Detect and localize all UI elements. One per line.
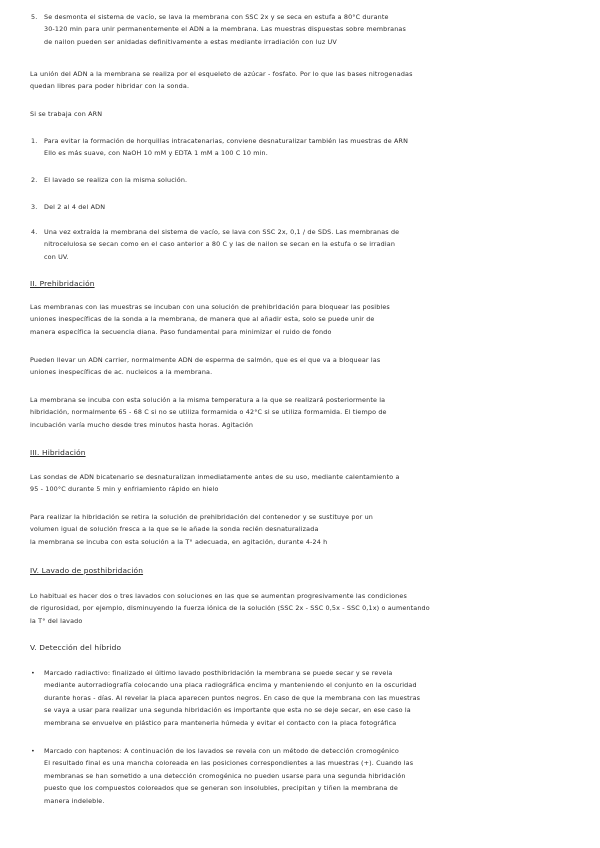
hybridization-paragraph-1 [30, 471, 570, 496]
rna-step-2 [31, 174, 570, 186]
text-line: la T° del lavado [30, 616, 83, 625]
text-line: La unión del ADN a la membrana se realiza por el esqueleto de azúcar - fosfato. Por lo que las bases nitrogenadas [30, 70, 413, 78]
text-line: Ello es más suave, con NaOH 10 mM y EDTA 1 mM a 100 C 10 min. [44, 149, 268, 158]
bullet-icon: • [31, 747, 35, 755]
step-number: 4. [31, 228, 38, 236]
text-line: durante horas - días. Al revelar la placa aparecen puntos negros. En caso de que la membrana con las muestras [44, 693, 421, 702]
text-line: puesto que los compuestos coloreados que se generan son insolubles, precipitan y tiñen la membrana de [44, 784, 398, 793]
text-line: con UV. [44, 252, 69, 261]
prehybridization-paragraph-3 [30, 394, 570, 431]
section-heading-hybridization: III. Hibridación [30, 448, 86, 457]
text-line: Marcado con haptenos: A continuación de los lavados se revela con un método de detección cromogénico [44, 747, 399, 755]
text-line: mediante autorradiografía colocando una placa radiográfica encima y manteniendo el conjunto en la oscuridad [44, 681, 417, 690]
text-line: El lavado se realiza con la misma solución. [44, 176, 188, 184]
hybridization-paragraph-2 [30, 511, 570, 548]
text-line: se vaya a usar para realizar una segunda hibridación es importante que esta no se deje secar, en ese caso la [44, 706, 411, 715]
step-5-paragraph [31, 11, 570, 48]
text-line: Del 2 al 4 del ADN [44, 203, 106, 211]
text-line: Una vez extraída la membrana del sistema de vacío, se lava con SSC 2x, 0,1 / de SDS. Las membranas de [44, 228, 400, 236]
text-line: membrana se envuelve en plástico para mantenerla húmeda y evitar el contacto con la placa fotográfica [44, 718, 397, 727]
step-number: 5. [31, 13, 38, 21]
text-line: de rigurosidad, por ejemplo, disminuyendo la fuerza iónica de la solución (SSC 2x - SSC 0,5x - SSC 0,1x) o aumentando [30, 604, 430, 613]
text-line: de nailon pueden ser anidadas definitivamente a estas mediante irradiación con luz UV [44, 37, 337, 46]
text-line: Se desmonta el sistema de vacío, se lava la membrana con SSC 2x y se seca en estufa a 80°C durante [44, 13, 389, 21]
prehybridization-paragraph-1 [30, 301, 570, 338]
section-heading-posthybridization: IV. Lavado de posthibridación [30, 566, 144, 575]
rna-step-4 [31, 226, 570, 263]
text-line: la membrana se incuba con esta solución a la T° adecuada, en agitación, durante 4-24 h [30, 537, 328, 546]
text-line: Marcado radiactivo: finalizado el último lavado posthibridación la membrana se puede secar y se revela [44, 669, 393, 677]
text-line: Las sondas de ADN bicatenario se desnaturalizan inmediatamente antes de su uso, mediante calentamiento a [30, 473, 400, 481]
text-line: manera específica la secuencia diana. Paso fundamental para minimizar el ruido de fondo [30, 327, 332, 336]
detection-radioactive-bullet [31, 667, 570, 729]
detection-hapten-bullet [31, 745, 570, 807]
text-line: uniones inespecíficas de la sonda a la membrana, de manera que al añadir esta, solo se puede unir de [30, 315, 375, 324]
rna-step-3 [31, 201, 570, 213]
bullet-icon: • [31, 669, 35, 677]
section-heading-prehybridization: II. Prehibridación [30, 279, 95, 288]
text-line: 95 - 100°C durante 5 min y enfriamiento rápido en hielo [30, 485, 219, 494]
text-line: volumen igual de solución fresca a la que se le añade la sonda recién desnaturalizada [30, 525, 319, 534]
text-line: quedan libres para poder hibridar con la sonda. [30, 82, 190, 91]
rna-step-1 [31, 135, 570, 160]
text-line: hibridación, normalmente 65 - 68 C si no se utiliza formamida o 42°C si se utiliza formamida. El tiempo de [30, 408, 387, 417]
section-heading-detection: V. Detección del híbrido [30, 643, 122, 652]
posthybridization-paragraph [30, 590, 570, 627]
text-line: uniones inespecíficas de ac. nucleicos a la membrana. [30, 368, 213, 377]
text-line: Para realizar la hibridación se retira la solución de prehibridación del contenedor y se sustituye por un [30, 513, 373, 521]
text-line: manera indeleble. [44, 796, 105, 805]
text-line: nitrocelulosa se secan como en el caso anterior a 80 C y las de nailon se secan en la estufa o se irradian [44, 240, 396, 249]
step-number: 2. [31, 176, 38, 184]
text-line: incubación varía mucho desde tres minutos hasta horas. Agitación [30, 420, 254, 429]
text-line: membranas se han sometido a una detección cromogénica no pueden usarse para una segunda hibridación [44, 771, 406, 780]
text-line: 30-120 min para unir permanentemente el ADN a la membrana. Las muestras dispuestas sobre membranas [44, 25, 406, 34]
text-line: El resultado final es una mancha coloreada en las posiciones correspondientes a las muestras (+). Cuando las [44, 759, 414, 768]
dna-binding-paragraph [30, 68, 570, 93]
text-line: Las membranas con las muestras se incuban con una solución de prehibridación para bloquear las posibles [30, 303, 390, 311]
prehybridization-paragraph-2 [30, 354, 570, 379]
step-number: 1. [31, 137, 38, 145]
text-line: La membrana se incuba con esta solución a la misma temperatura a la que se realizará posteriormente la [30, 396, 386, 404]
step-number: 3. [31, 203, 38, 211]
text-line: Para evitar la formación de horquillas intracatenarias, conviene desnaturalizar también las muestras de ARN [44, 137, 409, 145]
text-line: Pueden llevar un ADN carrier, normalmente ADN de esperma de salmón, que es el que va a bloquear las [30, 356, 381, 364]
rna-subheading: Si se trabaja con ARN [30, 110, 103, 118]
text-line: Lo habitual es hacer dos o tres lavados con soluciones en las que se aumentan progresivamente las condiciones [30, 592, 407, 600]
